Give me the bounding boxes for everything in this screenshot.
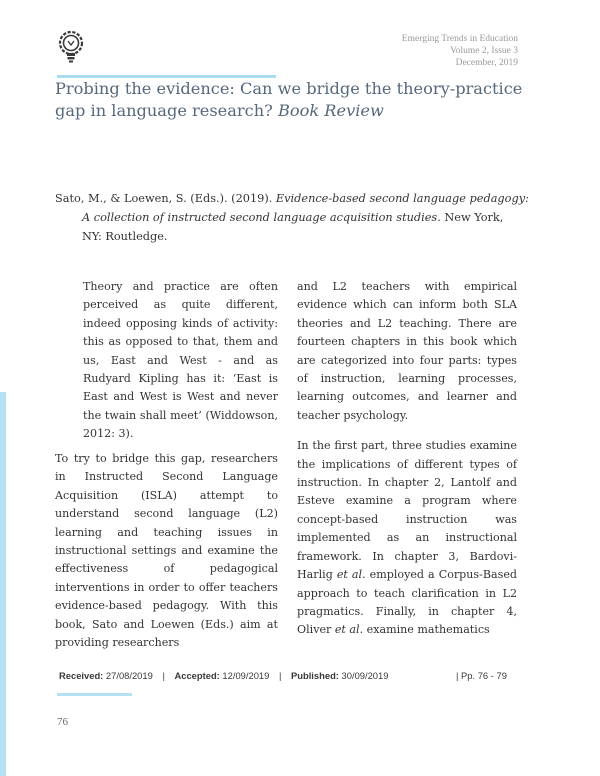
journal-issue: Volume 2, Issue 3 [450, 46, 518, 56]
accepted-label: Accepted: [174, 670, 220, 681]
citation-line-2 [55, 208, 533, 227]
published-date: 30/09/2019 [341, 670, 389, 681]
received-date: 27/08/2019 [105, 670, 153, 681]
footer-accent-bar [57, 693, 132, 696]
lightbulb-gear-icon [57, 30, 85, 64]
book-citation [55, 189, 533, 246]
separator: | [278, 670, 282, 681]
publication-dates [59, 670, 529, 681]
left-column [55, 450, 278, 652]
paragraph-1: To try to bridge this gap, researchers in Instructed Second Language Acquisition (ISLA) attempt to understand second language (L2) learning and teaching issues in instructional settings and examine the effectiveness of pedagogical interventions in order to offer teachers evidence-based pedagogy. With this book, Sato and Loewen (Eds.) aim at providing researchers [55, 452, 278, 650]
journal-name: Emerging Trends in Education [401, 34, 518, 44]
quote-text: Theory and practice are often perceived as quite different, indeed opposing kinds of activity: this as opposed to that, them and us, East and West - and as Rudyard Kipling has it: ‘East is East and West is West and never the twain shall meet’ (Widdowson, 2012: 3). [83, 280, 278, 441]
separator: | [162, 670, 165, 681]
citation-publisher: NY: Routledge. [82, 230, 168, 243]
citation-book-title-1: Evidence-based second language pedagogy: [275, 192, 529, 205]
right-column [297, 278, 517, 640]
page-number: 76 [57, 716, 68, 728]
paragraph-3: In the first part, three studies examine the implications of different types of instruction. In chapter 2, Lantolf and Esteve examine a program where concept-based instruction was implemented as an instructional framework. In chapter 3, Bardovi-Harlig et al. employed a Corpus-Based approach to teach clarification in L2 pragmatics. Finally, in chapter 4, Oliver et al. examine mathematics [297, 439, 517, 637]
book-review-label: Book Review [277, 101, 384, 120]
left-accent-bar [0, 392, 6, 776]
article-title [55, 78, 535, 122]
et-al-1: et al. [336, 568, 366, 582]
published-label: Published: [291, 670, 339, 681]
citation-authors: Sato, M., & Loewen, S. (Eds.). (2019). [55, 192, 273, 205]
journal-header [402, 33, 518, 69]
article-title-text: Probing the evidence: Can we bridge the theory-practice gap in language research? [55, 79, 523, 120]
accepted-date: 12/09/2019 [222, 670, 270, 681]
page-range: | Pp. 76 - 79 [456, 670, 507, 681]
journal-date: December, 2019 [455, 58, 518, 68]
paragraph-2: and L2 teachers with empirical evidence which can inform both SLA theories and L2 teaching. There are fourteen chapters in this book which are categorized into four parts: types of instruction, learning processes, learning outcomes, and learner and teacher psychology. [297, 280, 517, 422]
et-al-2: et al. [334, 623, 364, 637]
epigraph-quote [83, 278, 278, 444]
citation-book-title-2: A collection of instructed second language acquisition studies [82, 211, 438, 224]
received-label: Received: [59, 670, 104, 681]
citation-publisher-inline: . New York, [437, 211, 504, 224]
